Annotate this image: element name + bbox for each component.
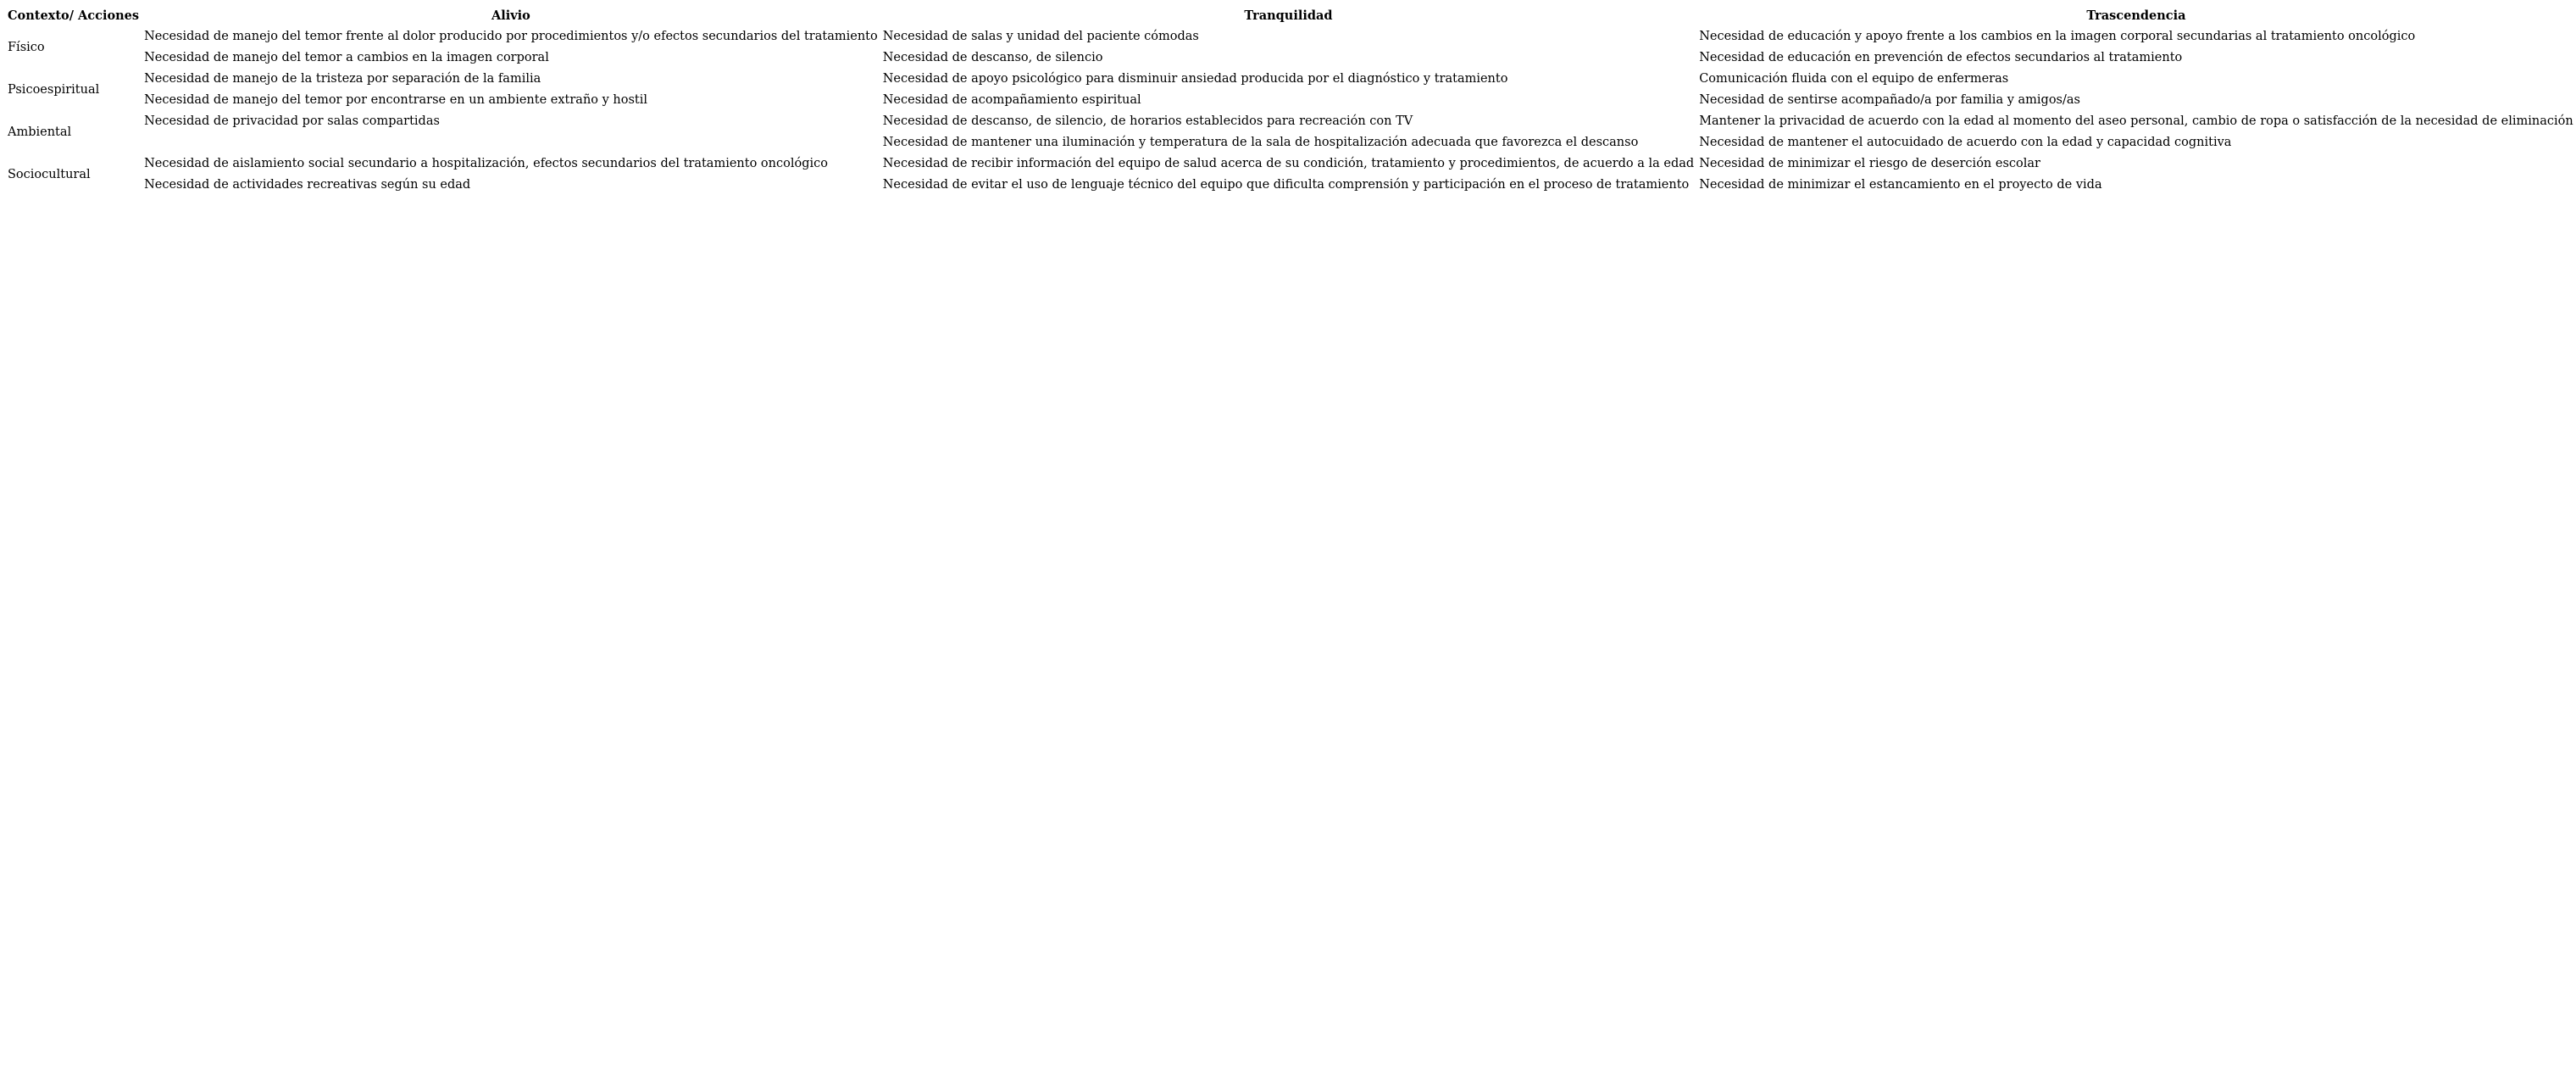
- cell-alivio: Necesidad de actividades recreativas según su edad: [144, 178, 471, 192]
- cell-alivio: Necesidad de privacidad por salas compartidas: [144, 114, 440, 128]
- cell-trascendencia: Necesidad de educación y apoyo frente a los cambios en la imagen corporal secundarias al tratamiento oncológico: [1699, 30, 2416, 43]
- cell-trascendencia: Comunicación fluida con el equipo de enfermeras: [1699, 72, 2009, 86]
- table-row: [5, 153, 2576, 175]
- context-label-ambiental: Ambiental: [8, 125, 72, 139]
- table-row: [5, 69, 2576, 90]
- cell-alivio: Necesidad de manejo del temor por encontrarse en un ambiente extraño y hostil: [144, 93, 648, 107]
- cell-trascendencia: Necesidad de mantener el autocuidado de acuerdo con la edad y capacidad cognitiva: [1699, 136, 2232, 149]
- table-row: [5, 26, 2576, 47]
- cell-tranquilidad: Necesidad de descanso, de silencio, de horarios establecidos para recreación con TV: [882, 114, 1413, 128]
- cell-trascendencia: Necesidad de sentirse acompañado/a por familia y amigos/as: [1699, 93, 2080, 107]
- cell-tranquilidad: Necesidad de salas y unidad del paciente cómodas: [882, 30, 1199, 43]
- cell-alivio: Necesidad de aislamiento social secundario a hospitalización, efectos secundarios del tratamiento oncológico: [144, 157, 828, 170]
- table-header: [5, 5, 2576, 26]
- header-context: Contexto/ Acciones: [8, 8, 140, 23]
- cell-tranquilidad: Necesidad de recibir información del equipo de salud acerca de su condición, tratamiento y procedimientos, de acuerdo a la edad: [882, 157, 1695, 170]
- cell-trascendencia: Mantener la privacidad de acuerdo con la edad al momento del aseo personal, cambio de ropa o satisfacción de la necesidad de eliminación: [1699, 114, 2573, 128]
- cell-trascendencia: Necesidad de minimizar el riesgo de deserción escolar: [1699, 157, 2040, 170]
- context-label-psicoespiritual: Psicoespiritual: [8, 82, 100, 97]
- cell-tranquilidad: Necesidad de acompañamiento espiritual: [882, 93, 1141, 107]
- table-row: [5, 90, 2576, 111]
- table-row: [5, 175, 2576, 196]
- cell-tranquilidad: Necesidad de evitar el uso de lenguaje técnico del equipo que dificulta comprensión y participación en el proceso de tratamiento: [882, 178, 1690, 192]
- cell-tranquilidad: Necesidad de mantener una iluminación y temperatura de la sala de hospitalización adecuada que favorezca el descanso: [882, 136, 1639, 149]
- table-row: [5, 111, 2576, 132]
- table-row: [5, 47, 2576, 69]
- context-label-sociocultural: Sociocultural: [8, 167, 91, 181]
- cell-alivio: Necesidad de manejo de la tristeza por separación de la familia: [144, 72, 541, 86]
- cell-trascendencia: Necesidad de minimizar el estancamiento en el proyecto de vida: [1699, 178, 2102, 192]
- header-alivio: Alivio: [491, 8, 530, 23]
- table-body: [5, 26, 2576, 196]
- cell-trascendencia: Necesidad de educación en prevención de efectos secundarios al tratamiento: [1699, 51, 2183, 64]
- cell-alivio: [142, 132, 880, 153]
- table-row: [5, 132, 2576, 153]
- context-label-fisico: Físico: [8, 40, 45, 54]
- header-trascendencia: Trascendencia: [2086, 8, 2186, 23]
- cell-alivio: Necesidad de manejo del temor frente al dolor producido por procedimientos y/o efectos secundarios del tratamiento: [144, 30, 878, 43]
- cell-tranquilidad: Necesidad de apoyo psicológico para disminuir ansiedad producida por el diagnóstico y tratamiento: [882, 72, 1508, 86]
- header-row: [5, 5, 2576, 26]
- cell-alivio: Necesidad de manejo del temor a cambios en la imagen corporal: [144, 51, 549, 64]
- header-tranquilidad: Tranquilidad: [1244, 8, 1333, 23]
- care-needs-table: [5, 5, 2576, 196]
- cell-tranquilidad: Necesidad de descanso, de silencio: [882, 51, 1103, 64]
